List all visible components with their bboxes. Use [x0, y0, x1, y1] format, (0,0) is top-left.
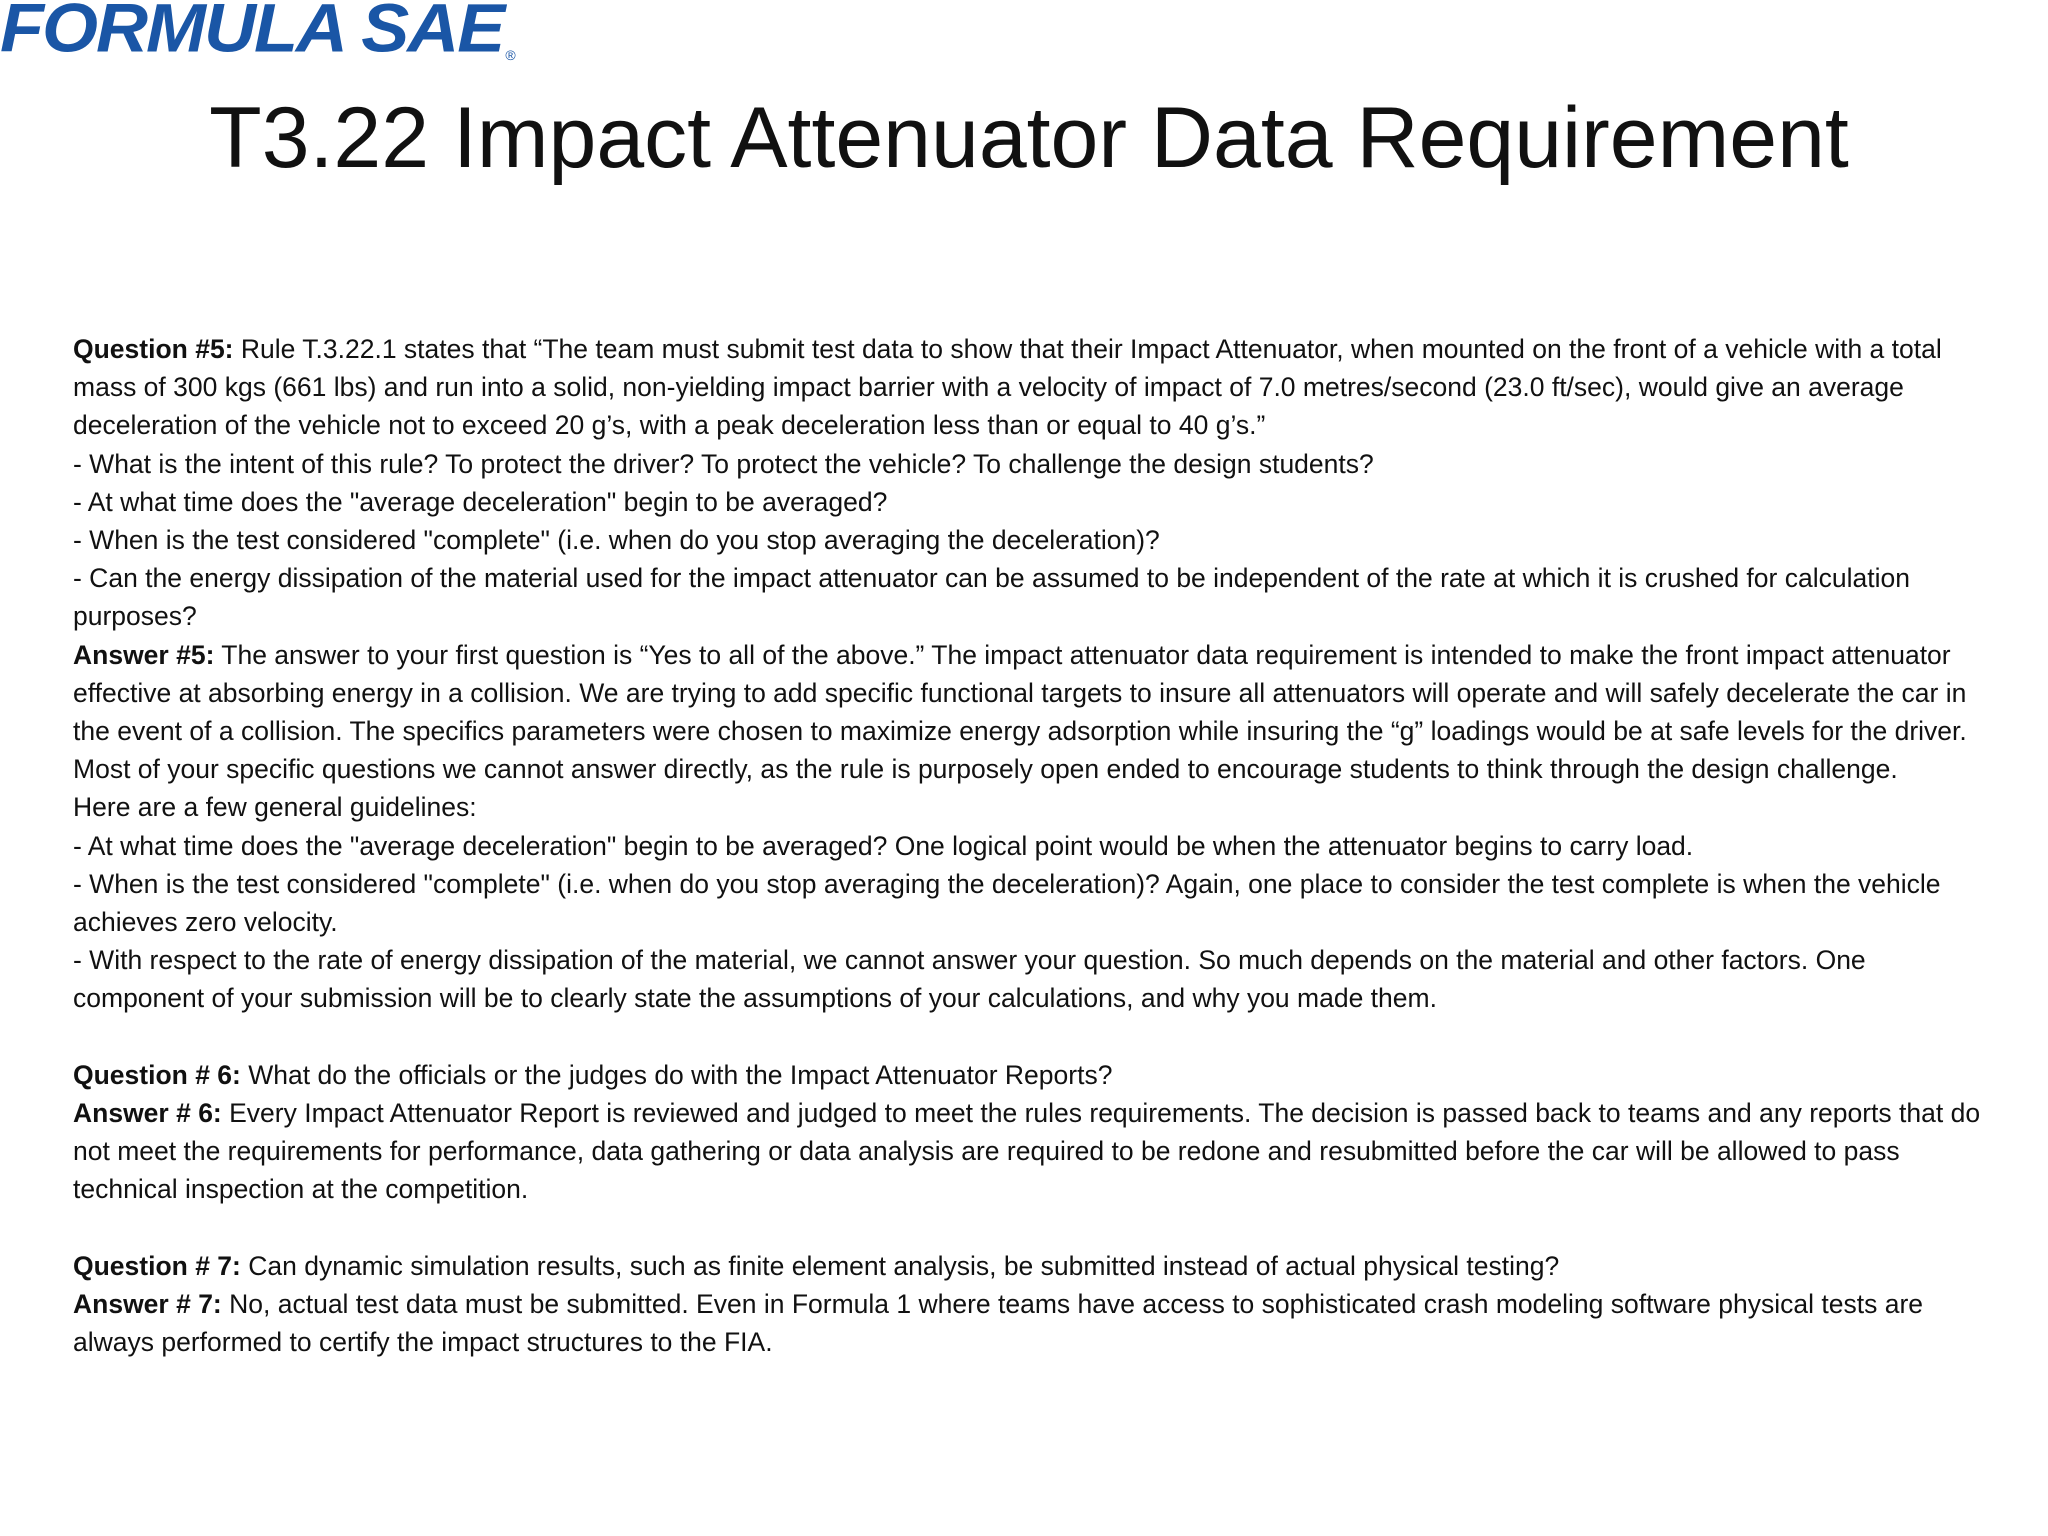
- question-6-label: Question # 6:: [73, 1059, 241, 1090]
- spacer: [73, 1018, 2003, 1056]
- answer-6: [73, 1094, 2003, 1209]
- logo-formula: FORMULA: [0, 0, 344, 67]
- answer-5-bullet-1: - At what time does the "average deceleration" begin to be averaged? One logical point would be when the attenuator begins to carry load.: [73, 830, 1694, 861]
- question-7-text: Can dynamic simulation results, such as finite element analysis, be submitted instead of actual physical testing?: [240, 1250, 1560, 1281]
- registered-mark: ®: [505, 47, 516, 63]
- question-5-text: Rule T.3.22.1 states that “The team must submit test data to show that their Impact Attenuator, when mounted on the front of a vehicle with a total mass of 300 kgs (661 lbs) and run into a solid, non-yielding impact barrier with a velocity of impact of 7.0 metres/second (23.0 ft/sec), would give an average deceleration of the vehicle not to exceed 20 g’s, with a peak deceleration less than or equal to 40 g’s.”: [73, 334, 1942, 441]
- question-5-label: Question #5:: [73, 334, 234, 364]
- answer-5-label: Answer #5:: [73, 639, 215, 670]
- answer-7-text: No, actual test data must be submitted. Even in Formula 1 where teams have access to sophisticated crash modeling software physical tests are always performed to certify the impact structures to the FIA.: [73, 1289, 1924, 1358]
- question-6: [73, 1056, 2003, 1094]
- answer-6-label: Answer # 6:: [73, 1098, 222, 1129]
- slide-title: T3.22 Impact Attenuator Data Requirement: [209, 90, 1849, 186]
- answer-6-text: Every Impact Attenuator Report is reviewed and judged to meet the rules requirements. The decision is passed back to teams and any reports that do not meet the requirements for performance, data gathering or data analysis are required to be redone and resubmitted before the car will be allowed to pass technical inspection at the competition.: [73, 1098, 1981, 1205]
- question-5: [73, 330, 2003, 445]
- answer-5-bullet-2: - When is the test considered "complete" (i.e. when do you stop averaging the deceleration)? Again, one place to consider the test complete is when the vehicle achieves zero velocity.: [73, 868, 1941, 938]
- answer-7: [73, 1285, 2003, 1361]
- answer-5-bullet-3: - With respect to the rate of energy dissipation of the material, we cannot answer your question. So much depends on the material and other factors. One component of your submission will be to clearly state the assumptions of your calculations, and why you made them.: [73, 945, 1866, 1014]
- logo-wordmark: [0, 0, 504, 67]
- answer-5: [73, 636, 2003, 789]
- logo-sae: SAE: [361, 0, 504, 67]
- question-7: [73, 1247, 2003, 1285]
- question-5-bullet-2: - At what time does the "average deceleration" begin to be averaged?: [73, 486, 888, 517]
- question-7-label: Question # 7:: [73, 1250, 241, 1281]
- question-5-bullet-4: - Can the energy dissipation of the material used for the impact attenuator can be assumed to be independent of the rate at which it is crushed for calculation purposes?: [73, 563, 1910, 632]
- slide-body: [73, 330, 2003, 1361]
- answer-5-text: The answer to your first question is “Yes to all of the above.” The impact attenuator data requirement is intended to make the front impact attenuator effective at absorbing energy in a collision. We are trying to add specific functional targets to insure all attenuators will operate and will safely decelerate the car in the event of a collision. The specifics parameters were chosen to maximize energy adsorption while insuring the “g” loadings would be at safe levels for the driver. Most of your specific questions we cannot answer directly, as the rule is purposely open ended to encourage students to think through the design challenge.: [73, 639, 1967, 785]
- spacer: [73, 1209, 2003, 1247]
- guidelines-intro: Here are a few general guidelines:: [73, 792, 477, 823]
- question-5-bullet-3: - When is the test considered "complete" (i.e. when do you stop averaging the deceleration)?: [73, 525, 1160, 556]
- question-5-bullet-1: - What is the intent of this rule? To protect the driver? To protect the vehicle? To challenge the design students?: [73, 448, 1374, 479]
- formula-sae-logo: [0, 0, 516, 70]
- question-6-text: What do the officials or the judges do with the Impact Attenuator Reports?: [240, 1059, 1113, 1090]
- answer-7-label: Answer # 7:: [73, 1289, 222, 1320]
